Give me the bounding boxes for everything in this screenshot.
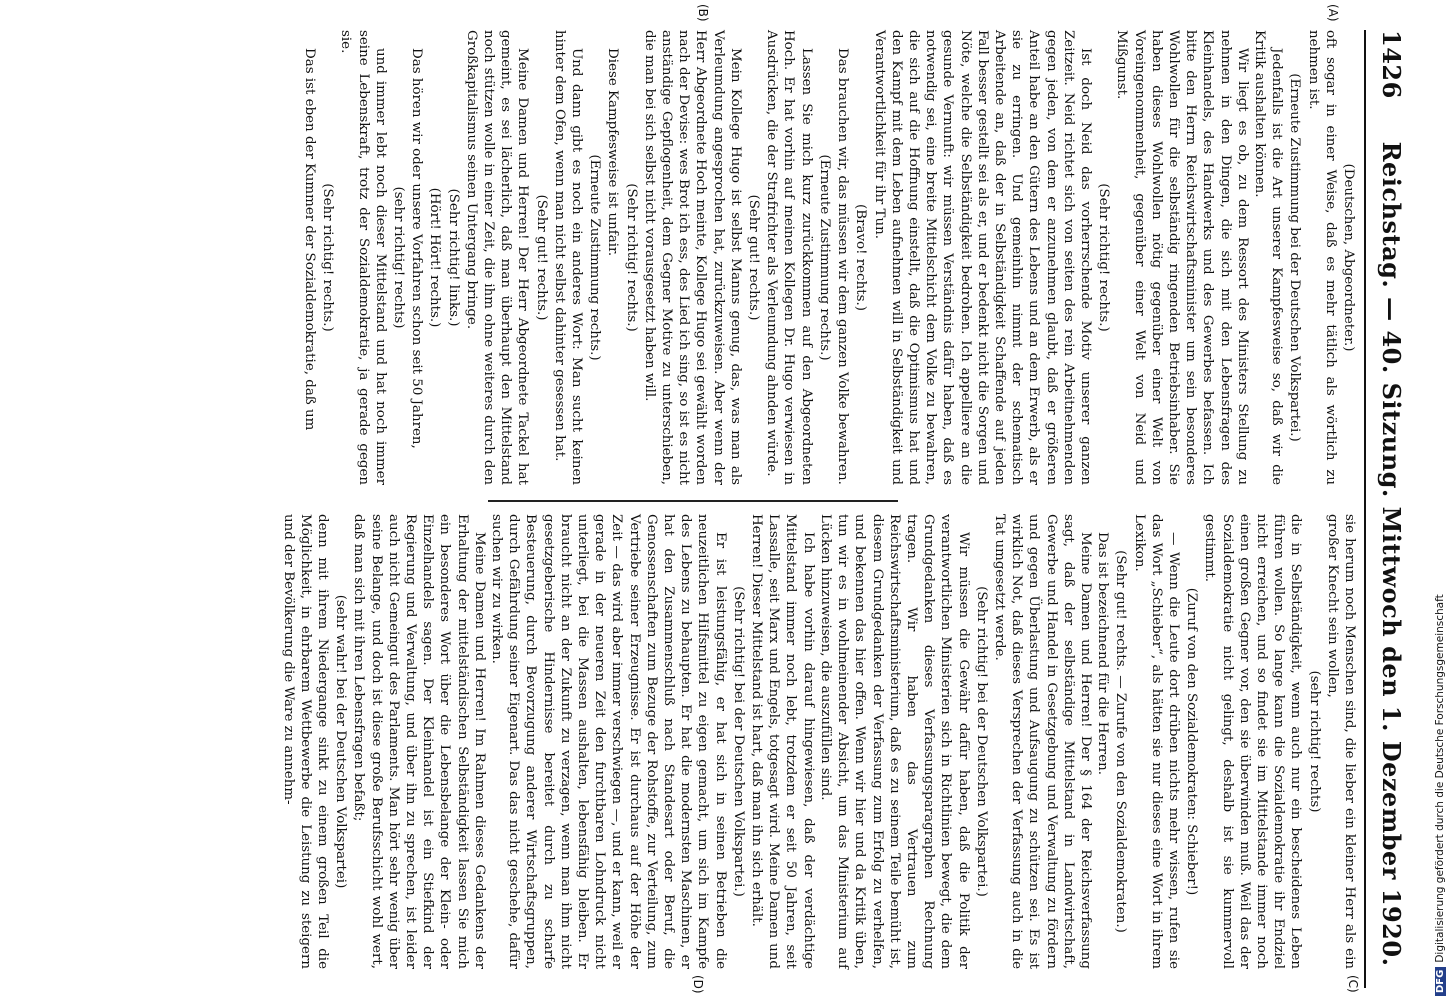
interjection: (Deutschen, Abgeordneter.) [1341,163,1356,352]
margin-marker-c: (C) [1346,975,1360,993]
interjection: (Sehr gut! rechts. — Zurufe von den Sozialdemokraten.) [1113,550,1129,933]
paragraph: Das ist eben der Kummer der Sozialdemokratie, daß um [302,48,318,431]
interjection: (sehr richtig! rechts) [1306,670,1322,813]
paragraph: Diese Kampfesweise ist unfair. [605,48,621,257]
paragraph: Meine Damen und Herren! Im Rahmen dieses Gedankens der Erhaltung der mittelständischen Selbständigkeit lassen Sie mich ein besonderes Wort über die Lebensbelange der Klein- oder Einzelhandels sagen. Der Kleinhandel ist ein Stiefkind der Regierung und Verwaltung, und über ihn zu sprechen, ist leider auch nicht Gemeingut des Parlaments. Man hört sehr wenig über seine Belange, und doch ist diese große Berufsschicht wohl wert, daß man sich mit ihren Lebensfragen befaßt; [351,514,487,969]
margin-marker-a: (A) [1326,4,1340,22]
interjection: (Sehr richtig! rechts.) [320,183,336,332]
paragraph: Meine Damen und Herren! Der § 164 der Reichsverfassung sagt, daß der selbständige Mittelstand in Landwirtschaft, Gewerbe und Handel in Gesetzgebung und Verwaltung zu fördern und gegen Überlastung und Aufsaugung zu schützen sei. Es ist wirklich Not, daß dieses Versprechen der Verfassung auch in die Tat umgesetzt werde. [991,514,1093,969]
page-header [1368,30,1406,988]
paragraph: denn mit ihrem Niedergange sinkt zu einem großen Teil die Möglichkeit, in ehrbarem Wettbewerbe die Leistung zu steigern und der Bevölkerung die Ware zu annehm- [280,514,331,969]
paragraph: Wir liegt es ob, zu dem Ressort des Ministers Stellung zu nehmen in den Dingen, die sich mit den Lebensfragen des Kleinhandels, des Handwerks und des Gewerbes befassen. Ich bitte den Herrn Reichswirtschaftsminister um sein besonderes Wohlwollen für die selbständig ringenden Betriebsinhaber. Sie haben dieses Wohlwollen nötig gegenüber einer Welt von Voreingenommenheit, gegenüber einer Welt von Neid und Mißgunst. [1114,30,1250,485]
paragraph: sie herum noch Menschen sind, die lieber ein kleiner Herr als ein großer Knecht sein wollen, [1324,514,1357,969]
digitization-credit [1418,6,1446,996]
margin-marker-d: (D) [691,975,705,994]
digitization-credit-text: Digitalisierung gefördert durch die Deutsche Forschungsgemeinschaft [1434,594,1446,963]
paragraph: Ich habe vorhin darauf hingewiesen, daß der verdächtige Mittelstand immer noch lebt, trotzdem er seit 50 Jahren, seit Lassalle, seit Marx und Engels, totgesagt wird. Meine Damen und Herren! Dieser Mittelstand ist hart, daß man ihn sich erhält. [749,514,816,969]
interjection: (Erneute Zustimmung rechts.) [816,154,832,361]
interjection: (Hört! Hört! rechts.) [427,187,443,328]
margin-marker-b: (B) [696,4,710,22]
paragraph: Ist doch Neid das vorherrschende Motiv unserer ganzen Zeitzeit. Neid richtet sich von seiten des rein Arbeitnehmenden gegen jeden, von dem er anzunehmen glaubt, daß er größeren Anteil habe an den Gütern des Lebens und an dem Erwerb, als er sie zu erringen. Und gemeinhin nimmt der schematisch Arbeitende an, daß der in Selbständigkeit Schaffende auf jeden Fall besser gestellt sei als er, und er bedenkt nicht die Sorgen und Nöte, welche die Selbständigkeit bedrohen. Ich appelliere an die gesunde Vernunft: wir müssen Verständnis dafür haben, daß es notwendig sei, eine breite Mittelschicht dem Volke zu bewahren, die sich auf die Hoffnung einstellt, daß die Optimismus hat und den Kampf mit dem Leben aufnehmen will in Selbständigkeit und Verantwortlichkeit für ihr Tun. [871,30,1093,485]
left-column [301,30,1358,485]
interjection: (Sehr richtig! bei der Deutschen Volkspartei.) [730,586,746,897]
page-title: Reichstag. — 40. Sitzung. Mittwoch den 1. Dezember 1920. [1377,141,1406,967]
paragraph: die in Selbständigkeit, wenn auch nur ein bescheidenes Leben führen wollen. So lange kann die Sozialdemokratie ihr Endziel nicht erreichen, und so findet sie im Mittelstande immer noch einen großen Gegner vor, den sie überwinden muß. Weil das der Sozialdemokratie nicht gelingt, deshalb ist sie kummervoll gestimmt. [1202,514,1304,969]
paragraph: Jedenfalls ist die Art unserer Kampfesweise so, daß wir die Kritik aushalten können. [1251,30,1285,485]
interjection: (Sehr richtig! rechts.) [1096,183,1112,332]
paragraph: Mein Kollege Hugo ist selbst Manns genug, das, was man als Verleumdung angesprochen hat, zurückzuweisen. Aber wenn der Herr Abgeordnete Hoch meinte, Kollege Hugo sei gewählt worden nach der Devise: wes Brot ich ess, des Lied ich sing, so ist es nicht anständige Gepflogenheit, dem Gegner Motive zu unterschieben, die man bei sich selbst nicht vorausgesetzt haben will. [641,30,743,485]
paragraph: Lassen Sie mich kurz zurückkommen auf den Abgeordneten Hoch. Er hat vorhin auf meinen Kollegen Dr. Hugo verwiesen in Ausdrücken, die der Strafrichter als Verleumdung ahnden würde. [764,30,814,485]
right-column [279,514,1358,969]
interjection: (Erneute Zustimmung bei der Deutschen Volkspartei.) [1287,73,1303,442]
interjection: (Bravo! rechts.) [853,204,869,311]
paragraph: und immer lebt noch dieser Mittelstand und hat noch immer seine Lebenskraft, trotz der Sozialdemokratie, ja gerade gegen sie. [338,30,388,485]
paragraph: Das brauchen wir, das müssen wir dem ganzen Volke bewahren. [835,48,851,485]
interjection: (sehr wahr! bei der Deutschen Volkspartei) [333,594,349,889]
paragraph: Das hören wir oder unsere Vorfahren schon seit 50 Jahren, [409,48,425,449]
paragraph: — Wenn die Leute dort drüben nichts mehr wissen, rufen sie das Wort „Schieber“, als hätten sie nur dieses eine Wort in ihrem Lexikon. [1131,514,1181,969]
column-divider [488,500,898,502]
interjection: (Sehr gut! rechts.) [746,194,762,321]
paragraph: Meine Damen und Herren! Der Herr Abgeordnete Tackel hat gemeint, es sei lächerlich, daß man überhaupt den Mittelstand noch stützen wolle in einer Zeit, die ihm ohne weiteres durch den Großkapitalismus seinen Untergang bringe. [463,30,531,485]
interjection: (Sehr richtig! bei der Deutschen Volkspartei.) [973,586,989,897]
paragraph: Das ist bezeichnend für die Herren. [1095,532,1111,776]
paragraph: Wir müssen die Gewähr dafür haben, daß die Politik der verantwortlichen Ministerien sich in Richtlinien bewegt, die dem Grundgedanken dieses Verfassungsparagraphen Rechnung tragen. Wir haben das Vertrauen zum Reichswirtschaftsministerium, daß es zu seinem Teile bemüht ist, diesem Grundgedanken der Verfassung zum Erfolg zu verhelfen, und bekennen das hier offen. Wenn wir hier und da Kritik üben, tun wir es in wohlmeinender Absicht, um das Ministerium auf Lücken hinzuweisen, die auszufüllen sind. [817,514,971,969]
interjection: (Zuruf von den Sozialdemokraten: Schieber!) [1184,587,1200,896]
header-rule [1364,30,1366,988]
interjection: (Erneute Zustimmung rechts.) [587,154,603,361]
paragraph: oft sogar in einer Weise, daß es mehr tätlich als wörtlich zu nehmen ist. [1305,30,1338,485]
dfg-logo: DFG [1435,967,1446,996]
paragraph: Er ist leistungsfähig, er hat sich in seinen Betrieben die neuzeitlichen Hilfsmittel zu eigen gemacht, um sich im Kampfe des Lebens zu behaupten. Er hat die modernsten Maschinen, er hat den Zusammenschluß nach Standesart oder Beruf, die Genossenschaften zum Bezuge der Rohstoffe, zur Verteilung, zum Vertriebe seiner Erzeugnisse. Er ist durchaus auf der Höhe der Zeit — das wird aber immer verschwiegen —, und er kann, weil er gerade in der neueren Zeit den furchtbaren Lohndruck nicht unterliegt, bei die Massen aushalten, lebensfähig bleiben. Er braucht nicht an der Zukunft zu verzagen, wenn man ihm nicht gesetzgeberische Hindernisse bereitet durch zu scharfe Besteuerung, durch Bevorzugung anderer Wirtschaftsgruppen, durch Gefährdung seiner Eigenart. Das das nicht geschehe, dafür suchen wir zu wirken. [489,514,728,969]
interjection: (Sehr richtig! links.) [445,188,461,327]
page-number: 1426 [1377,30,1406,99]
interjection: (Sehr gut! rechts.) [533,194,549,321]
paragraph: Und dann gibt es noch ein anderes Wort: Man sucht keinen hinter dem Ofen, wenn man nicht selbst dahinter gesessen hat. [551,30,585,485]
interjection: (Sehr richtig! rechts.) [623,183,639,332]
interjection: (sehr richtig! rechts) [391,186,407,329]
